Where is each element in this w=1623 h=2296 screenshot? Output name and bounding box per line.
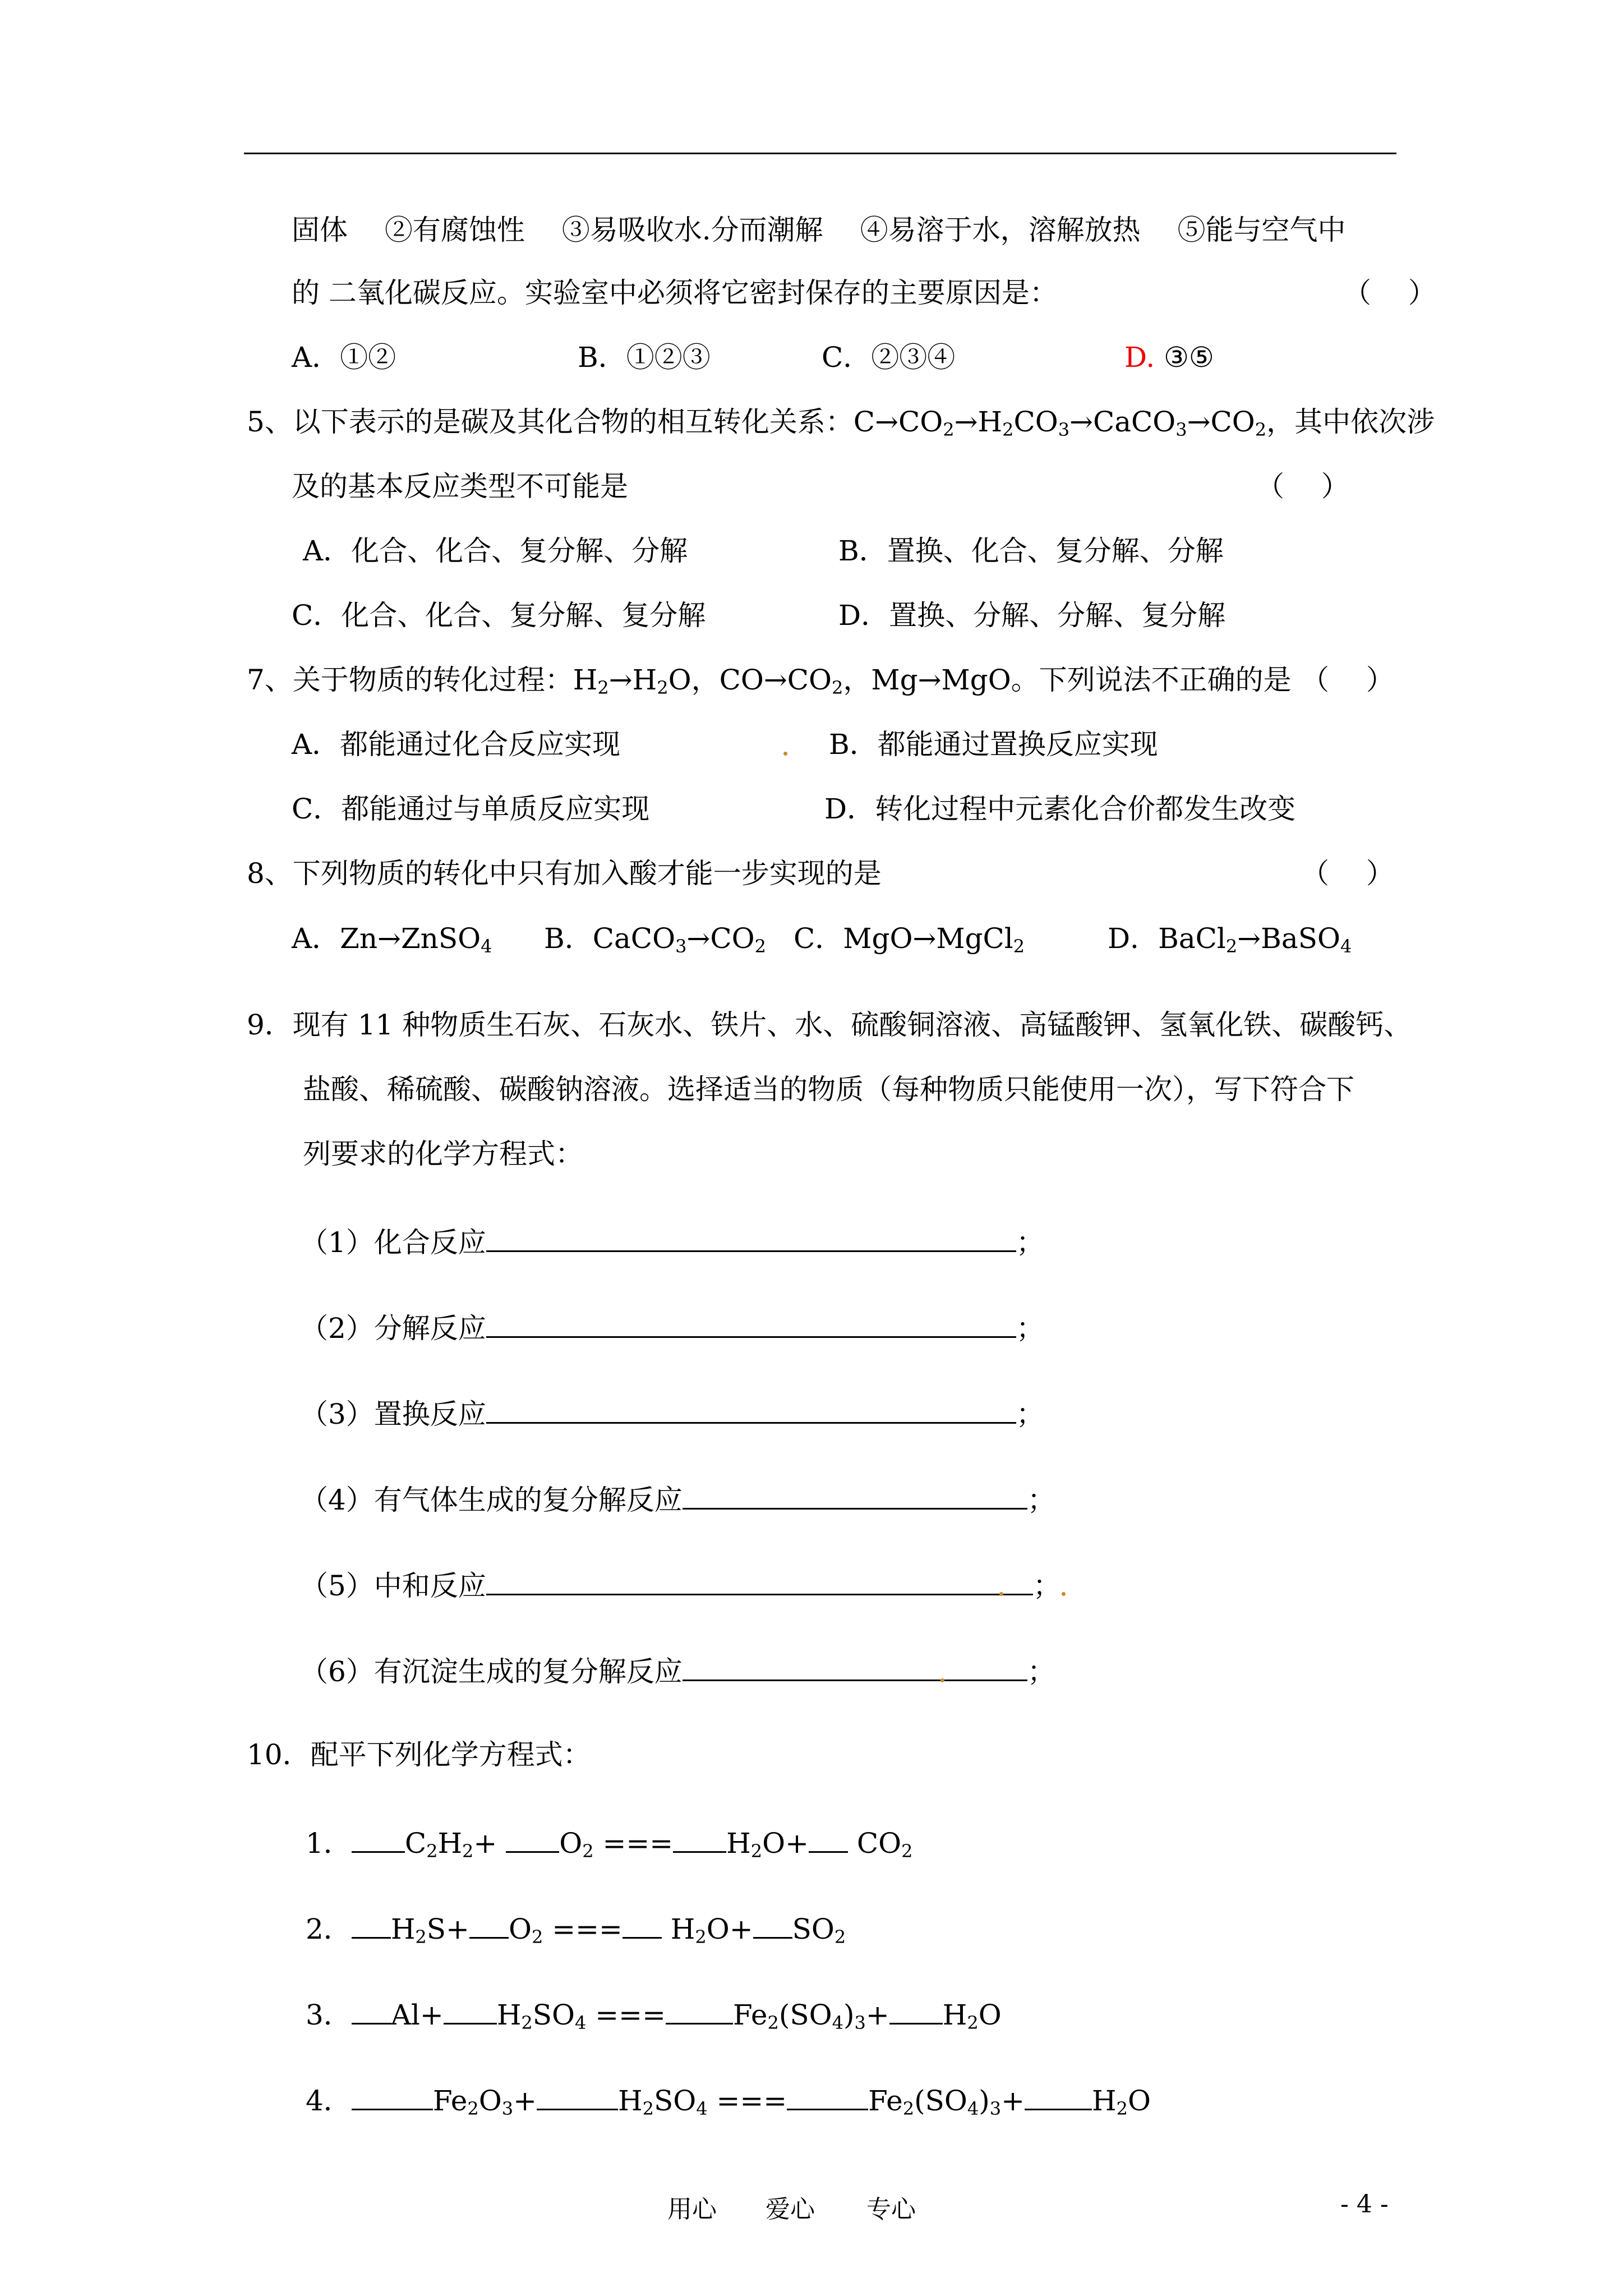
coefficient-blank[interactable] [809,1826,848,1853]
answer-blank[interactable] [486,1312,1016,1338]
stray-dot [1062,1592,1066,1596]
coefficient-blank[interactable] [352,1826,405,1853]
q7-option-b: B．都能通过置换反应实现 [829,728,1158,761]
coefficient-blank[interactable] [1025,2084,1092,2110]
coefficient-blank[interactable] [787,2084,868,2110]
q8-option-c: C．MgO→MgCl$_2$ [794,922,1025,957]
q10-equation-3: 3． $Al+ H_2SO_4$ === $Fe_2(SO_4)_3+ H_2O$ [306,1999,1002,2033]
q5-option-d: D．置换、分解、分解、复分解 [838,599,1226,632]
q4-line2: 的 二氧化碳反应。实验室中必须将它密封保存的主要原因是： [292,277,1058,309]
footer-slogan-1: 用心 [667,2195,717,2224]
answer-blank[interactable] [683,1655,1027,1681]
answer-blank[interactable] [486,1569,1033,1595]
q9-item-1: （1）化合反应 ； [300,1226,1044,1259]
answer-blank[interactable] [683,1483,1027,1510]
q9-line3: 列要求的化学方程式： [303,1138,583,1170]
coefficient-blank[interactable] [352,1998,391,2024]
q9-line1: 9．现有 11 种物质生石灰、石灰水、铁片、水、硫酸铜溶液、高锰酸钾、氢氧化铁、碳酸钙、 [247,1009,1412,1041]
q7-stem: 7、关于物质的转化过程：$H_2\to H_2O$，$CO\to CO_2$，Mg→MgO。下列说法不正确的是 [247,664,1292,698]
q4-option-b: B．①②③ [578,341,711,374]
page-number: - 4 - [1340,2190,1389,2219]
q5-answer-paren: （ ） [1256,470,1349,503]
q4-option-d: D. ③⑤ [1124,341,1214,374]
q7-answer-paren: （ ） [1301,664,1394,696]
coefficient-blank[interactable] [506,1826,559,1853]
stray-dot [783,752,787,756]
stray-dot [940,1678,944,1682]
footer-slogan-2: 爱心 [766,2195,815,2224]
q9-item-5: （5）中和反应 ； [300,1570,1061,1602]
answer-blank[interactable] [486,1226,1016,1252]
q8-answer-paren: （ ） [1301,857,1394,890]
coefficient-blank[interactable] [753,1912,792,1939]
stray-dot [999,1592,1003,1596]
q5-stem: 5、以下表示的是碳及其化合物的相互转化关系：$C\to CO_2\to H_2CO_3\to CaCO_3\to CO_2$，其中依次涉 [247,406,1435,440]
q10-title: 10．配平下列化学方程式： [247,1738,591,1771]
q8-option-d: D．BaCl$_2$→BaSO$_4$ [1108,922,1352,957]
q9-item-4: （4）有气体生成的复分解反应 ； [300,1484,1055,1516]
q7-option-d: D．转化过程中元素化合价都发生改变 [824,793,1296,825]
coefficient-blank[interactable] [673,1826,726,1853]
q9-line2: 盐酸、稀硫酸、碳酸钠溶液。选择适当的物质（每种物质只能使用一次），写下符合下 [303,1073,1354,1106]
q5-line2: 及的基本反应类型不可能是 [292,470,628,503]
q10-equation-2: 2． $H_2S+ O_2$ === $H_2O+ SO_2$ [306,1913,846,1948]
coefficient-blank[interactable] [352,2084,433,2110]
q9-item-3: （3）置换反应 ； [300,1398,1044,1430]
q5-option-c: C．化合、化合、复分解、复分解 [292,599,706,632]
q10-equation-4: 4． $Fe_2O_3+ H_2SO_4$ === $Fe_2(SO_4)_3+ H_2O$ [306,2085,1151,2119]
answer-blank[interactable] [486,1397,1016,1424]
coefficient-blank[interactable] [444,1998,497,2024]
q4-line1: 固体 ②有腐蚀性 ③易吸收水.分而潮解 ④易溶于水，溶解放热 ⑤能与空气中 [292,214,1346,246]
q4-answer-paren: （ ） [1343,277,1436,309]
q4-option-c: C．②③④ [822,341,956,374]
coefficient-blank[interactable] [623,1912,662,1939]
header-rule [244,153,1396,154]
q4-answer-marker: D. [1124,341,1155,374]
coefficient-blank[interactable] [666,1998,733,2024]
q4-option-a: A．①② [292,341,396,374]
coefficient-blank[interactable] [469,1912,509,1939]
footer-slogan-3: 专心 [866,2195,916,2224]
coefficient-blank[interactable] [352,1912,391,1939]
q8-option-b: B．$CaCO_3\to CO_2$ [544,922,766,957]
q9-item-6: （6）有沉淀生成的复分解反应 ； [300,1655,1055,1688]
coefficient-blank[interactable] [537,2084,618,2110]
q8-stem: 8、下列物质的转化中只有加入酸才能一步实现的是 [247,857,882,890]
q10-equation-1: 1． $C_2H_2+ O_2$ === $H_2O+ CO_2$ [306,1827,913,1862]
q5-option-b: B．置换、化合、复分解、分解 [838,535,1224,567]
q9-item-2: （2）分解反应 ； [300,1312,1044,1345]
q8-option-a: A．Zn→ZnSO$_4$ [292,922,492,957]
coefficient-blank[interactable] [889,1998,943,2024]
q5-option-a: A．化合、化合、复分解、分解 [303,535,688,567]
q7-option-c: C．都能通过与单质反应实现 [292,793,650,825]
q7-option-a: A．都能通过化合反应实现 [292,728,621,761]
